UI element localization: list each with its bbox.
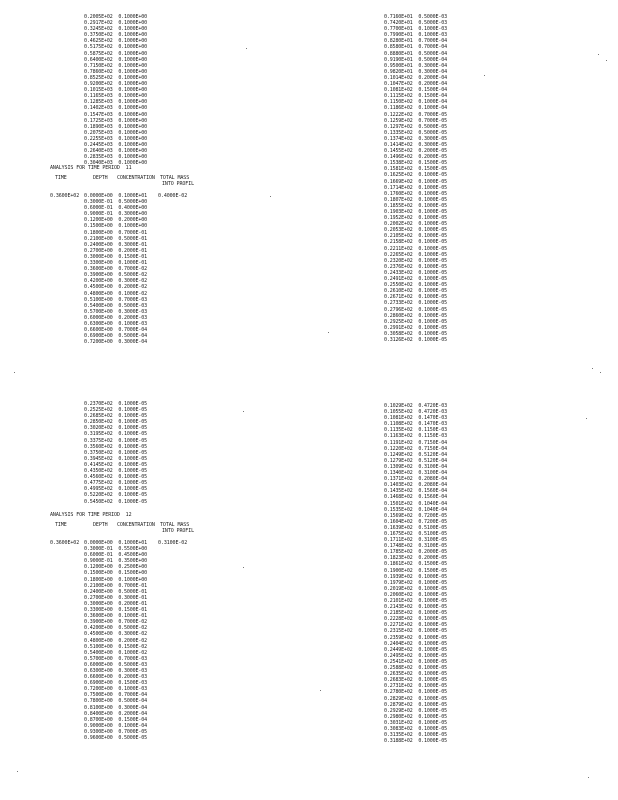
analysis-2-data-rows <box>84 540 147 741</box>
analysis-1-header-concentration: CONCENTRATION <box>117 175 155 181</box>
scan-speck <box>328 332 329 333</box>
table-row: 0.4500E+00 0.2000E-02 <box>84 284 147 291</box>
scan-speck <box>246 48 247 49</box>
table-row: 0.1639E+02 0.5100E-05 <box>384 524 447 531</box>
table-row: 0.2255E+03 0.1000E+00 <box>84 135 147 142</box>
table-row: 0.8100E+00 0.3000E-04 <box>84 704 147 711</box>
top-left-data-table <box>84 14 147 166</box>
table-row: 0.1220E+02 0.7150E-04 <box>384 445 447 452</box>
table-row: 0.5700E+00 0.3000E-03 <box>84 308 147 315</box>
table-row: 0.2265E+02 0.1000E-05 <box>384 251 447 258</box>
table-row: 0.1186E+02 0.1000E-04 <box>384 105 447 112</box>
table-row: 0.3300E+00 0.1500E-01 <box>84 607 147 614</box>
analysis-2-header-total-mass: TOTAL MASS <box>160 522 190 528</box>
analysis-1-header-depth: DEPTH <box>93 175 108 181</box>
table-row: 0.6300E+00 0.1000E-03 <box>84 320 147 327</box>
table-row: 0.1569E+02 0.7200E-05 <box>384 512 447 519</box>
table-row: 0.2525E+02 0.1000E-05 <box>84 407 147 414</box>
table-row: 0.1222E+02 0.7000E-05 <box>384 111 447 118</box>
table-row: 0.1675E+02 0.5100E-05 <box>384 530 447 537</box>
scan-speck <box>598 54 599 55</box>
table-row: 0.6300E+00 0.3000E-03 <box>84 667 147 674</box>
table-row: 0.3058E+02 0.1000E-05 <box>384 330 447 337</box>
table-row: 0.1952E+02 0.1000E-05 <box>384 215 447 222</box>
analysis-2-title: ANALYSIS FOR TIME PERIOD 12 <box>50 512 132 518</box>
scan-speck <box>606 60 607 61</box>
table-row: 0.2796E+02 0.1000E-05 <box>384 306 447 313</box>
table-row: 0.1191E+02 0.7150E-04 <box>384 439 447 446</box>
analysis-1-header-time: TIME <box>55 175 67 181</box>
table-row: 0.1979E+02 0.1000E-05 <box>384 579 447 586</box>
top-right-data-table <box>384 14 447 343</box>
table-row: 0.2640E+03 0.1000E+00 <box>84 148 147 155</box>
table-row: 0.4560E+02 0.1000E-05 <box>84 474 147 481</box>
table-row: 0.1711E+02 0.3100E-05 <box>384 537 447 544</box>
analysis-1-title: ANALYSIS FOR TIME PERIOD 11 <box>50 165 132 171</box>
table-row: 0.6900E+00 0.1500E-03 <box>84 680 147 687</box>
table-row: 0.9200E+02 0.1000E+00 <box>84 81 147 88</box>
table-row: 0.2101E+02 0.1000E-05 <box>384 598 447 604</box>
table-row: 0.4775E+02 0.1000E-05 <box>84 480 147 487</box>
table-row: 0.3600E+00 0.7000E-02 <box>84 266 147 273</box>
table-row: 0.2671E+02 0.1000E-05 <box>384 294 447 301</box>
table-row: 0.2433E+02 0.1000E-05 <box>384 269 447 276</box>
table-row: 0.1714E+02 0.1000E-05 <box>384 184 447 191</box>
analysis-2-header-time: TIME <box>55 522 67 528</box>
table-row: 0.9000E-01 0.3500E+00 <box>84 558 147 565</box>
table-row: 0.2635E+02 0.1000E-05 <box>384 671 447 678</box>
table-row: 0.3195E+02 0.1000E-05 <box>84 431 147 438</box>
table-row: 0.6000E-01 0.4500E+00 <box>84 552 147 559</box>
analysis-1-header-into-profil: INTO PROFIL <box>162 181 195 187</box>
table-row: 0.1748E+02 0.3100E-05 <box>384 543 447 550</box>
table-row: 0.2143E+02 0.1000E-05 <box>384 604 447 611</box>
table-row: 0.6400E+02 0.1000E+00 <box>84 56 147 63</box>
table-row: 0.1115E+02 0.1500E-04 <box>384 93 447 100</box>
table-row: 0.3135E+02 0.1000E-05 <box>384 732 447 739</box>
table-row: 0.6000E+00 0.2000E-03 <box>84 314 147 321</box>
table-row: 0.1535E+02 0.1040E-04 <box>384 506 447 513</box>
table-row: 0.7160E+01 0.5000E-03 <box>384 14 447 20</box>
table-row: 0.5100E+00 0.7000E-03 <box>84 296 147 303</box>
table-row: 0.2495E+02 0.1000E-05 <box>384 652 447 659</box>
table-row: 0.1903E+02 0.1000E-05 <box>384 209 447 215</box>
table-row: 0.2359E+02 0.1000E-05 <box>384 634 447 641</box>
table-row: 0.9000E+00 0.1000E-04 <box>84 722 147 729</box>
table-row: 0.2271E+02 0.1000E-05 <box>384 622 447 629</box>
table-row: 0.2445E+03 0.1000E+00 <box>84 141 147 148</box>
table-row: 0.4500E+00 0.3000E-02 <box>84 631 147 638</box>
table-row: 0.1402E+03 0.1000E+00 <box>84 105 147 112</box>
table-row: 0.6900E+00 0.5000E-04 <box>84 333 147 340</box>
table-row: 0.3188E+02 0.1000E-05 <box>384 738 447 745</box>
table-row: 0.3083E+02 0.1000E-05 <box>384 725 447 732</box>
table-row: 0.1785E+02 0.2000E-05 <box>384 549 447 556</box>
table-row: 0.2860E+02 0.1000E-05 <box>384 312 447 319</box>
table-row: 0.5175E+02 0.1000E+00 <box>84 44 147 51</box>
table-row: 0.8700E+00 0.1500E-04 <box>84 716 147 723</box>
table-row: 0.3375E+02 0.1000E-05 <box>84 437 147 444</box>
table-row: 0.5875E+02 0.1000E+00 <box>84 50 147 57</box>
table-row: 0.1414E+02 0.3000E-05 <box>384 141 447 148</box>
table-row: 0.3031E+02 0.1000E-05 <box>384 719 447 726</box>
table-row: 0.7200E+00 0.3000E-04 <box>84 339 147 346</box>
analysis-2-header-into-profil: INTO PROFIL <box>162 528 195 534</box>
table-row: 0.7420E+01 0.5000E-03 <box>384 20 447 27</box>
table-row: 0.1501E+02 0.1040E-04 <box>384 500 447 507</box>
table-row: 0.2400E+00 0.5000E-01 <box>84 588 147 595</box>
table-row: 0.1939E+02 0.1000E-05 <box>384 573 447 580</box>
table-row: 0.2376E+02 0.1000E-05 <box>384 263 447 270</box>
table-row: 0.1800E+00 0.1000E+00 <box>84 576 147 583</box>
table-row: 0.2929E+02 0.1000E-05 <box>384 707 447 714</box>
table-row: 0.9300E+00 0.7000E-05 <box>84 728 147 735</box>
table-row: 0.1669E+02 0.1000E-05 <box>384 178 447 185</box>
bottom-left-data-table <box>84 401 147 505</box>
analysis-1-first-mass: 0.4000E-02 <box>158 193 188 199</box>
table-row: 0.2683E+02 0.1000E-05 <box>384 677 447 684</box>
table-row: 0.4200E+00 0.5000E-02 <box>84 625 147 632</box>
table-row: 0.2185E+02 0.1000E-05 <box>384 610 447 617</box>
table-row: 0.3000E-01 0.5500E+00 <box>84 546 147 553</box>
table-row: 0.1500E+00 0.1500E+00 <box>84 570 147 577</box>
table-row: 0.9820E+01 0.3000E-04 <box>384 68 447 75</box>
bottom-right-data-table <box>384 403 447 744</box>
analysis-2-header-concentration: CONCENTRATION <box>117 522 155 528</box>
table-row: 0.2100E+00 0.5000E-01 <box>84 235 147 242</box>
table-row: 0.1900E+02 0.1500E-05 <box>384 567 447 574</box>
table-row: 0.1800E+00 0.7000E-01 <box>84 229 147 236</box>
table-row: 0.7860E+02 0.1000E+00 <box>84 68 147 75</box>
table-row: 0.2879E+02 0.1000E-05 <box>384 701 447 708</box>
table-row: 0.2211E+02 0.1000E-05 <box>384 245 447 252</box>
analysis-1-data-rows <box>84 193 147 345</box>
table-row: 0.2002E+02 0.1000E-05 <box>384 221 447 228</box>
table-row: 0.6000E-01 0.4000E+00 <box>84 205 147 212</box>
table-row: 0.5450E+02 0.1000E-05 <box>84 498 147 505</box>
table-row: 0.2100E+00 0.7000E-01 <box>84 582 147 589</box>
table-row: 0.2315E+02 0.1000E-05 <box>384 628 447 635</box>
table-row: 0.1861E+02 0.1500E-05 <box>384 561 447 568</box>
table-row: 0.7150E+02 0.1000E+00 <box>84 62 147 69</box>
table-row: 0.1029E+02 0.4720E-03 <box>384 403 447 409</box>
table-row: 0.2053E+02 0.1000E-05 <box>384 227 447 234</box>
table-row: 0.1279E+02 0.5120E-04 <box>384 457 447 464</box>
table-row: 0.1496E+02 0.2000E-05 <box>384 154 447 161</box>
table-row: 0.8880E+01 0.5000E-04 <box>384 50 447 57</box>
table-row: 0.4800E+00 0.1000E-02 <box>84 290 147 297</box>
table-row: 0.3000E-01 0.5000E+00 <box>84 199 147 206</box>
table-row: 0.2588E+02 0.1000E-05 <box>384 665 447 672</box>
table-row: 0.4800E+00 0.2000E-02 <box>84 637 147 644</box>
scan-speck <box>600 372 601 373</box>
table-row: 0.8525E+02 0.1000E+00 <box>84 74 147 81</box>
table-row: 0.3000E+00 0.1500E-01 <box>84 253 147 260</box>
table-row: 0.4350E+02 0.1000E-05 <box>84 468 147 475</box>
table-row: 0.2731E+02 0.1000E-05 <box>384 683 447 690</box>
table-row: 0.2541E+02 0.1000E-05 <box>384 658 447 665</box>
table-row: 0.3000E+00 0.2000E-01 <box>84 600 147 607</box>
table-row: 0.1015E+03 0.1000E+00 <box>84 87 147 94</box>
table-row: 0.8400E+00 0.2000E-04 <box>84 710 147 717</box>
table-row: 0.1108E+02 0.1470E-03 <box>384 421 447 428</box>
analysis-2-time-value: 0.3600E+02 <box>50 540 80 546</box>
table-row: 0.1500E+00 0.1000E+00 <box>84 223 147 230</box>
scan-speck <box>588 777 589 778</box>
analysis-1-time-value: 0.3600E+02 <box>50 193 80 199</box>
scan-speck <box>243 567 244 568</box>
table-row: 0.4200E+00 0.3000E-02 <box>84 278 147 285</box>
table-row: 0.1055E+02 0.4720E-03 <box>384 409 447 416</box>
table-row: 0.5220E+02 0.1000E-05 <box>84 492 147 499</box>
table-row: 0.1249E+02 0.5120E-04 <box>384 451 447 458</box>
table-row: 0.0000E+00 0.1000E+01 <box>84 193 147 199</box>
table-row: 0.8280E+01 0.7000E-04 <box>384 38 447 45</box>
table-row: 0.7500E+00 0.7000E-04 <box>84 692 147 699</box>
table-row: 0.1259E+02 0.7000E-05 <box>384 117 447 124</box>
table-row: 0.3020E+02 0.1000E-05 <box>84 425 147 432</box>
table-row: 0.1855E+02 0.1000E-05 <box>384 202 447 209</box>
table-row: 0.1165E+03 0.1000E+00 <box>84 93 147 100</box>
table-row: 0.2060E+02 0.1000E-05 <box>384 591 447 598</box>
table-row: 0.4145E+02 0.1000E-05 <box>84 461 147 468</box>
table-row: 0.4995E+02 0.1000E-05 <box>84 486 147 493</box>
table-row: 0.4625E+02 0.1000E+00 <box>84 38 147 45</box>
table-row: 0.1309E+02 0.3100E-04 <box>384 463 447 470</box>
table-row: 0.2449E+02 0.1000E-05 <box>384 646 447 653</box>
table-row: 0.7700E+01 0.1000E-03 <box>384 26 447 33</box>
table-row: 0.1081E+02 0.1470E-03 <box>384 415 447 422</box>
table-row: 0.5700E+00 0.7000E-03 <box>84 655 147 662</box>
table-row: 0.1014E+02 0.2000E-04 <box>384 74 447 81</box>
table-row: 0.3560E+02 0.1000E-05 <box>84 443 147 450</box>
table-row: 0.1435E+02 0.1560E-04 <box>384 488 447 495</box>
analysis-2-first-mass: 0.3100E-02 <box>158 540 188 546</box>
table-row: 0.1335E+02 0.5000E-05 <box>384 129 447 136</box>
table-row: 0.7800E+00 0.5000E-04 <box>84 698 147 705</box>
table-row: 0.5400E+00 0.1000E-02 <box>84 649 147 656</box>
table-row: 0.2550E+02 0.1000E-05 <box>384 282 447 289</box>
table-row: 0.9190E+01 0.5000E-04 <box>384 56 447 63</box>
table-row: 0.1547E+03 0.1000E+00 <box>84 111 147 118</box>
table-row: 0.1890E+03 0.1000E+00 <box>84 123 147 130</box>
table-row: 0.2829E+02 0.1000E-05 <box>384 695 447 702</box>
table-row: 0.9000E-01 0.3000E+00 <box>84 211 147 218</box>
table-row: 0.2835E+03 0.1000E+00 <box>84 154 147 161</box>
table-row: 0.1200E+00 0.2500E+00 <box>84 564 147 571</box>
table-row: 0.3900E+00 0.5000E-02 <box>84 272 147 279</box>
table-row: 0.2370E+02 0.1000E-05 <box>84 401 147 407</box>
scan-speck <box>592 368 593 369</box>
table-row: 0.5400E+00 0.5000E-03 <box>84 302 147 309</box>
table-row: 0.2685E+02 0.1000E-05 <box>84 413 147 420</box>
table-row: 0.1374E+02 0.3000E-05 <box>384 135 447 142</box>
scan-speck <box>320 690 321 691</box>
table-row: 0.2491E+02 0.1000E-05 <box>384 276 447 283</box>
table-row: 0.2404E+02 0.1000E-05 <box>384 640 447 647</box>
table-row: 0.5100E+00 0.1500E-02 <box>84 643 147 650</box>
table-row: 0.2700E+00 0.2000E-01 <box>84 247 147 254</box>
table-row: 0.2917E+02 0.1000E+00 <box>84 20 147 27</box>
table-row: 0.1047E+02 0.2000E-04 <box>384 81 447 88</box>
table-row: 0.3126E+02 0.1000E-05 <box>384 336 447 343</box>
table-row: 0.3750E+02 0.1000E+00 <box>84 32 147 39</box>
table-row: 0.6600E+00 0.7000E-04 <box>84 327 147 334</box>
table-row: 0.2925E+02 0.1000E-05 <box>384 318 447 325</box>
table-row: 0.1340E+02 0.3100E-04 <box>384 470 447 477</box>
table-row: 0.1150E+02 0.1000E-04 <box>384 99 447 106</box>
table-row: 0.1581E+02 0.1500E-05 <box>384 166 447 173</box>
table-row: 0.1285E+03 0.1000E+00 <box>84 99 147 106</box>
table-row: 0.1604E+02 0.7200E-05 <box>384 518 447 525</box>
table-row: 0.0000E+00 0.1000E+01 <box>84 540 147 546</box>
table-row: 0.6600E+00 0.2000E-03 <box>84 674 147 681</box>
table-row: 0.1163E+02 0.1150E-03 <box>384 433 447 440</box>
analysis-1-header-total-mass: TOTAL MASS <box>160 175 190 181</box>
table-row: 0.7990E+01 0.1000E-03 <box>384 32 447 39</box>
table-row: 0.9600E+00 0.5000E-05 <box>84 735 147 741</box>
table-row: 0.1297E+02 0.5000E-05 <box>384 123 447 130</box>
table-row: 0.2400E+00 0.3000E-01 <box>84 241 147 248</box>
scan-speck <box>14 372 15 373</box>
table-row: 0.2980E+02 0.1000E-05 <box>384 713 447 720</box>
table-row: 0.2105E+02 0.1000E-05 <box>384 233 447 240</box>
table-row: 0.1135E+02 0.1150E-03 <box>384 427 447 434</box>
table-row: 0.1371E+02 0.2080E-04 <box>384 476 447 483</box>
table-row: 0.2005E+02 0.1000E+00 <box>84 14 147 20</box>
table-row: 0.1468E+02 0.1560E-04 <box>384 494 447 501</box>
table-row: 0.1807E+02 0.1000E-05 <box>384 196 447 203</box>
table-row: 0.2075E+03 0.1000E+00 <box>84 129 147 136</box>
analysis-2-header-depth: DEPTH <box>93 522 108 528</box>
table-row: 0.2780E+02 0.1000E-05 <box>384 689 447 696</box>
table-row: 0.1823E+02 0.2000E-05 <box>384 555 447 562</box>
scan-speck <box>17 771 18 772</box>
table-row: 0.1760E+02 0.1000E-05 <box>384 190 447 197</box>
table-row: 0.6000E+00 0.5000E-03 <box>84 661 147 668</box>
table-row: 0.2700E+00 0.3000E-01 <box>84 594 147 601</box>
scan-speck <box>243 411 244 412</box>
table-row: 0.9500E+01 0.3000E-04 <box>384 62 447 69</box>
table-row: 0.3750E+02 0.1000E-05 <box>84 449 147 456</box>
table-row: 0.3945E+02 0.1000E-05 <box>84 455 147 462</box>
table-row: 0.2320E+02 0.1000E-05 <box>384 257 447 264</box>
table-row: 0.1538E+02 0.1500E-05 <box>384 160 447 167</box>
table-row: 0.1725E+03 0.1000E+00 <box>84 117 147 124</box>
table-row: 0.2019E+02 0.1000E-05 <box>384 585 447 592</box>
table-row: 0.2850E+02 0.1000E-05 <box>84 419 147 426</box>
scan-speck <box>484 75 485 76</box>
scan-speck <box>586 418 587 419</box>
table-row: 0.1455E+02 0.2000E-05 <box>384 148 447 155</box>
table-row: 0.1403E+02 0.2080E-04 <box>384 482 447 489</box>
table-row: 0.1081E+02 0.1500E-04 <box>384 87 447 94</box>
table-row: 0.2610E+02 0.1000E-05 <box>384 288 447 295</box>
table-row: 0.3600E+00 0.1000E-01 <box>84 613 147 620</box>
table-row: 0.1625E+02 0.1000E-05 <box>384 172 447 179</box>
table-row: 0.7200E+00 0.1000E-03 <box>84 686 147 693</box>
table-row: 0.2228E+02 0.1000E-05 <box>384 616 447 623</box>
table-row: 0.3245E+02 0.1000E+00 <box>84 26 147 33</box>
table-row: 0.3300E+00 0.1000E-01 <box>84 260 147 267</box>
table-row: 0.3040E+03 0.1000E+00 <box>84 160 147 167</box>
table-row: 0.2158E+02 0.1000E-05 <box>384 239 447 246</box>
table-row: 0.3900E+00 0.7000E-02 <box>84 619 147 626</box>
table-row: 0.1200E+00 0.2000E+00 <box>84 217 147 224</box>
scan-speck <box>270 196 271 197</box>
table-row: 0.2991E+02 0.1000E-05 <box>384 324 447 331</box>
table-row: 0.2733E+02 0.1000E-05 <box>384 300 447 307</box>
table-row: 0.8580E+01 0.7000E-04 <box>384 44 447 51</box>
